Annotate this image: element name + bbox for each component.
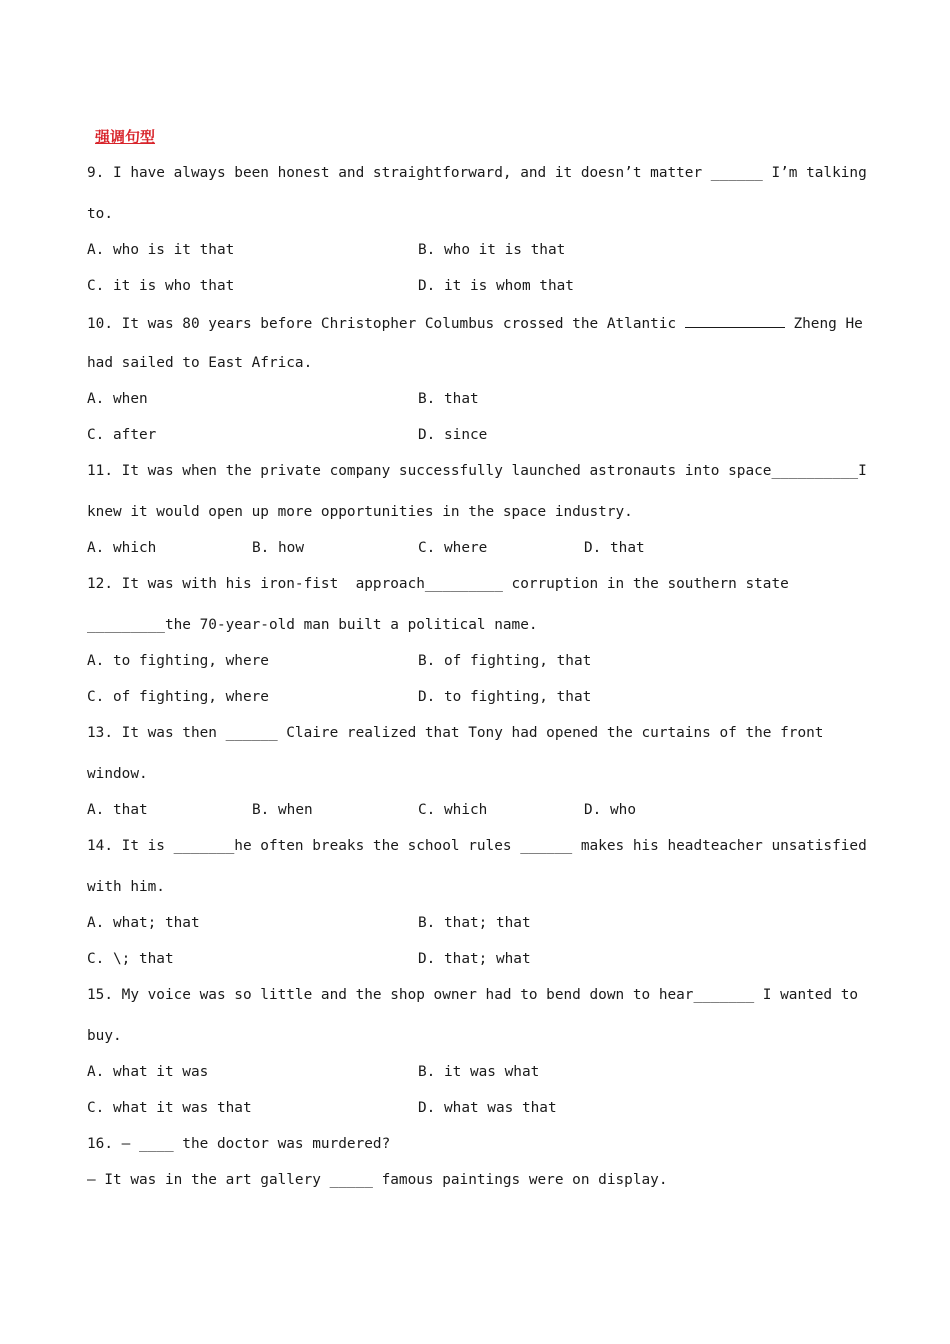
question-12-option-c: C. of fighting, where <box>87 689 269 705</box>
question-10-option-b: B. that <box>418 391 479 407</box>
question-14-option-d: D. that; what <box>418 951 531 967</box>
question-10-text-start: 10. It was 80 years before Christopher Columbus crossed the Atlantic <box>87 316 685 332</box>
question-14-option-a: A. what; that <box>87 915 200 931</box>
question-12-option-a: A. to fighting, where <box>87 653 269 669</box>
question-12-text-cont: _________the 70-year-old man built a political name. <box>87 617 538 633</box>
question-10-option-d: D. since <box>418 427 488 443</box>
question-13-option-c: C. which <box>418 802 488 818</box>
question-11-option-c: C. where <box>418 540 488 556</box>
question-13-option-b: B. when <box>252 802 313 818</box>
question-11-option-a: A. which <box>87 540 157 556</box>
question-11-text: 11. It was when the private company successfully launched astronauts into space__________I <box>87 463 867 479</box>
question-14-text-cont: with him. <box>87 879 165 895</box>
question-9-option-a: A. who is it that <box>87 242 235 258</box>
question-11-text-cont: knew it would open up more opportunities in the space industry. <box>87 504 633 520</box>
question-9-text: 9. I have always been honest and straightforward, and it doesn’t matter ______ I’m talking <box>87 165 867 181</box>
question-9-option-d: D. it is whom that <box>418 278 574 294</box>
question-9-option-c: C. it is who that <box>87 278 235 294</box>
answer-blank <box>685 312 785 328</box>
question-15-text: 15. My voice was so little and the shop owner had to bend down to hear_______ I wanted to <box>87 987 859 1003</box>
question-10-text-end: Zheng He <box>784 316 863 332</box>
question-15-option-c: C. what it was that <box>87 1100 252 1116</box>
question-11-option-d: D. that <box>584 540 645 556</box>
question-14-option-b: B. that; that <box>418 915 531 931</box>
question-15-option-b: B. it was what <box>418 1064 540 1080</box>
question-15-option-d: D. what was that <box>418 1100 557 1116</box>
question-9-option-b: B. who it is that <box>418 242 566 258</box>
question-14-option-c: C. \; that <box>87 951 174 967</box>
question-16-text: 16. — ____ the doctor was murdered? <box>87 1136 391 1152</box>
question-12-text: 12. It was with his iron-fist approach_________ corruption in the southern state <box>87 576 789 592</box>
question-10-option-a: A. when <box>87 391 148 407</box>
question-10-text-cont: had sailed to East Africa. <box>87 355 313 371</box>
question-13-option-d: D. who <box>584 802 636 818</box>
question-12-option-d: D. to fighting, that <box>418 689 592 705</box>
question-12-option-b: B. of fighting, that <box>418 653 592 669</box>
question-14-text: 14. It is _______he often breaks the school rules ______ makes his headteacher unsatisfied <box>87 838 867 854</box>
question-13-text: 13. It was then ______ Claire realized that Tony had opened the curtains of the front <box>87 725 824 741</box>
question-15-option-a: A. what it was <box>87 1064 209 1080</box>
question-13-text-cont: window. <box>87 766 148 782</box>
question-16-text-cont: — It was in the art gallery _____ famous paintings were on display. <box>87 1172 668 1188</box>
question-11-option-b: B. how <box>252 540 304 556</box>
question-13-option-a: A. that <box>87 802 148 818</box>
question-10-option-c: C. after <box>87 427 157 443</box>
question-10-text <box>87 312 863 334</box>
section-heading: 强调句型 <box>95 128 156 146</box>
question-9-text-cont: to. <box>87 206 113 222</box>
question-15-text-cont: buy. <box>87 1028 122 1044</box>
